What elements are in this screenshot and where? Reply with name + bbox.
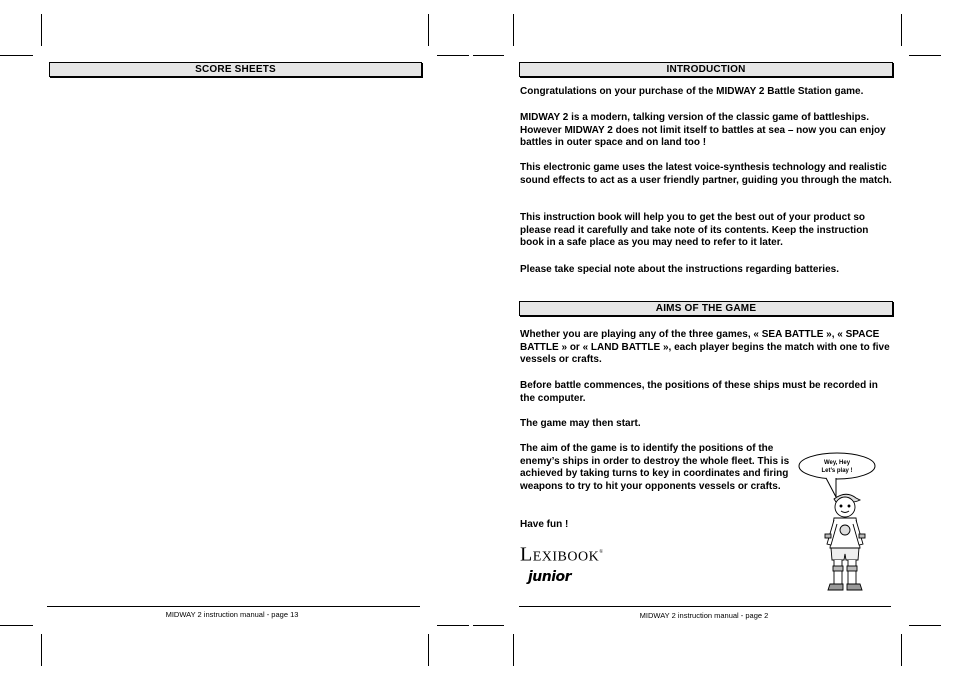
aims-paragraph: The aim of the game is to identify the positions of the enemy’s ships in order to destroy the whole fleet. This is achieved by taking turns to key in coordinates and firing weapons to try to hit your opponents vessels or crafts. (520, 443, 790, 492)
crop-mark (901, 634, 902, 666)
intro-paragraph: MIDWAY 2 is a modern, talking version of the classic game of battleships. However MIDWAY 2 does not limit itself to battles at sea – now you can enjoy battles in outer space and on land too ! (520, 112, 886, 148)
lexibook-wordmark: LEXIBOOK® (520, 543, 604, 566)
speech-line: Let’s play ! (821, 468, 853, 474)
footer-rule (47, 606, 420, 607)
crop-mark (428, 14, 429, 46)
intro-paragraph: This electronic game uses the latest voice-synthesis technology and realistic sound effects to act as a user friendly partner, guiding you through the match. (520, 162, 892, 186)
crop-mark (41, 14, 42, 46)
crop-mark (428, 634, 429, 666)
crop-mark (41, 634, 42, 666)
crop-mark (437, 55, 469, 56)
page-footer: MIDWAY 2 instruction manual - page 13 (165, 610, 299, 619)
aims-paragraph: Before battle commences, the positions of these ships must be recorded in the computer. (520, 380, 878, 404)
introduction-heading: INTRODUCTION (519, 62, 893, 77)
intro-paragraph: Congratulations on your purchase of the MIDWAY 2 Battle Station game. (520, 86, 864, 97)
aims-paragraph: Whether you are playing any of the three games, « SEA BATTLE », « SPACE BATTLE » or « LAND BATTLE », each player begins the match with one to five vessels or crafts. (520, 329, 890, 365)
speech-bubble (799, 453, 875, 497)
junior-wordmark: junior (528, 568, 572, 585)
footer-rule (519, 606, 891, 607)
lexibook-logo (520, 543, 604, 585)
page-footer: MIDWAY 2 instruction manual - page 2 (639, 611, 769, 620)
aims-paragraph: Have fun ! (520, 519, 569, 530)
mascot-illustration (796, 452, 890, 600)
score-sheets-heading: SCORE SHEETS (49, 62, 422, 77)
crop-mark (909, 625, 941, 626)
aims-paragraph: The game may then start. (520, 418, 641, 429)
speech-line: Wey, Hey (823, 460, 851, 466)
crop-mark (0, 55, 33, 56)
crop-mark (513, 634, 514, 666)
intro-paragraph: This instruction book will help you to get the best out of your product so please read it carefully and take note of its contents. Keep the instruction book in a safe place as you may need to refer to it later. (520, 212, 869, 248)
intro-paragraph: Please take special note about the instructions regarding batteries. (520, 264, 839, 275)
crop-mark (909, 55, 941, 56)
boy-figure (825, 494, 865, 590)
crop-mark (437, 625, 469, 626)
crop-mark (473, 55, 504, 56)
crop-mark (0, 625, 33, 626)
crop-mark (473, 625, 504, 626)
crop-mark (901, 14, 902, 46)
aims-heading: AIMS OF THE GAME (519, 301, 893, 316)
crop-mark (513, 14, 514, 46)
